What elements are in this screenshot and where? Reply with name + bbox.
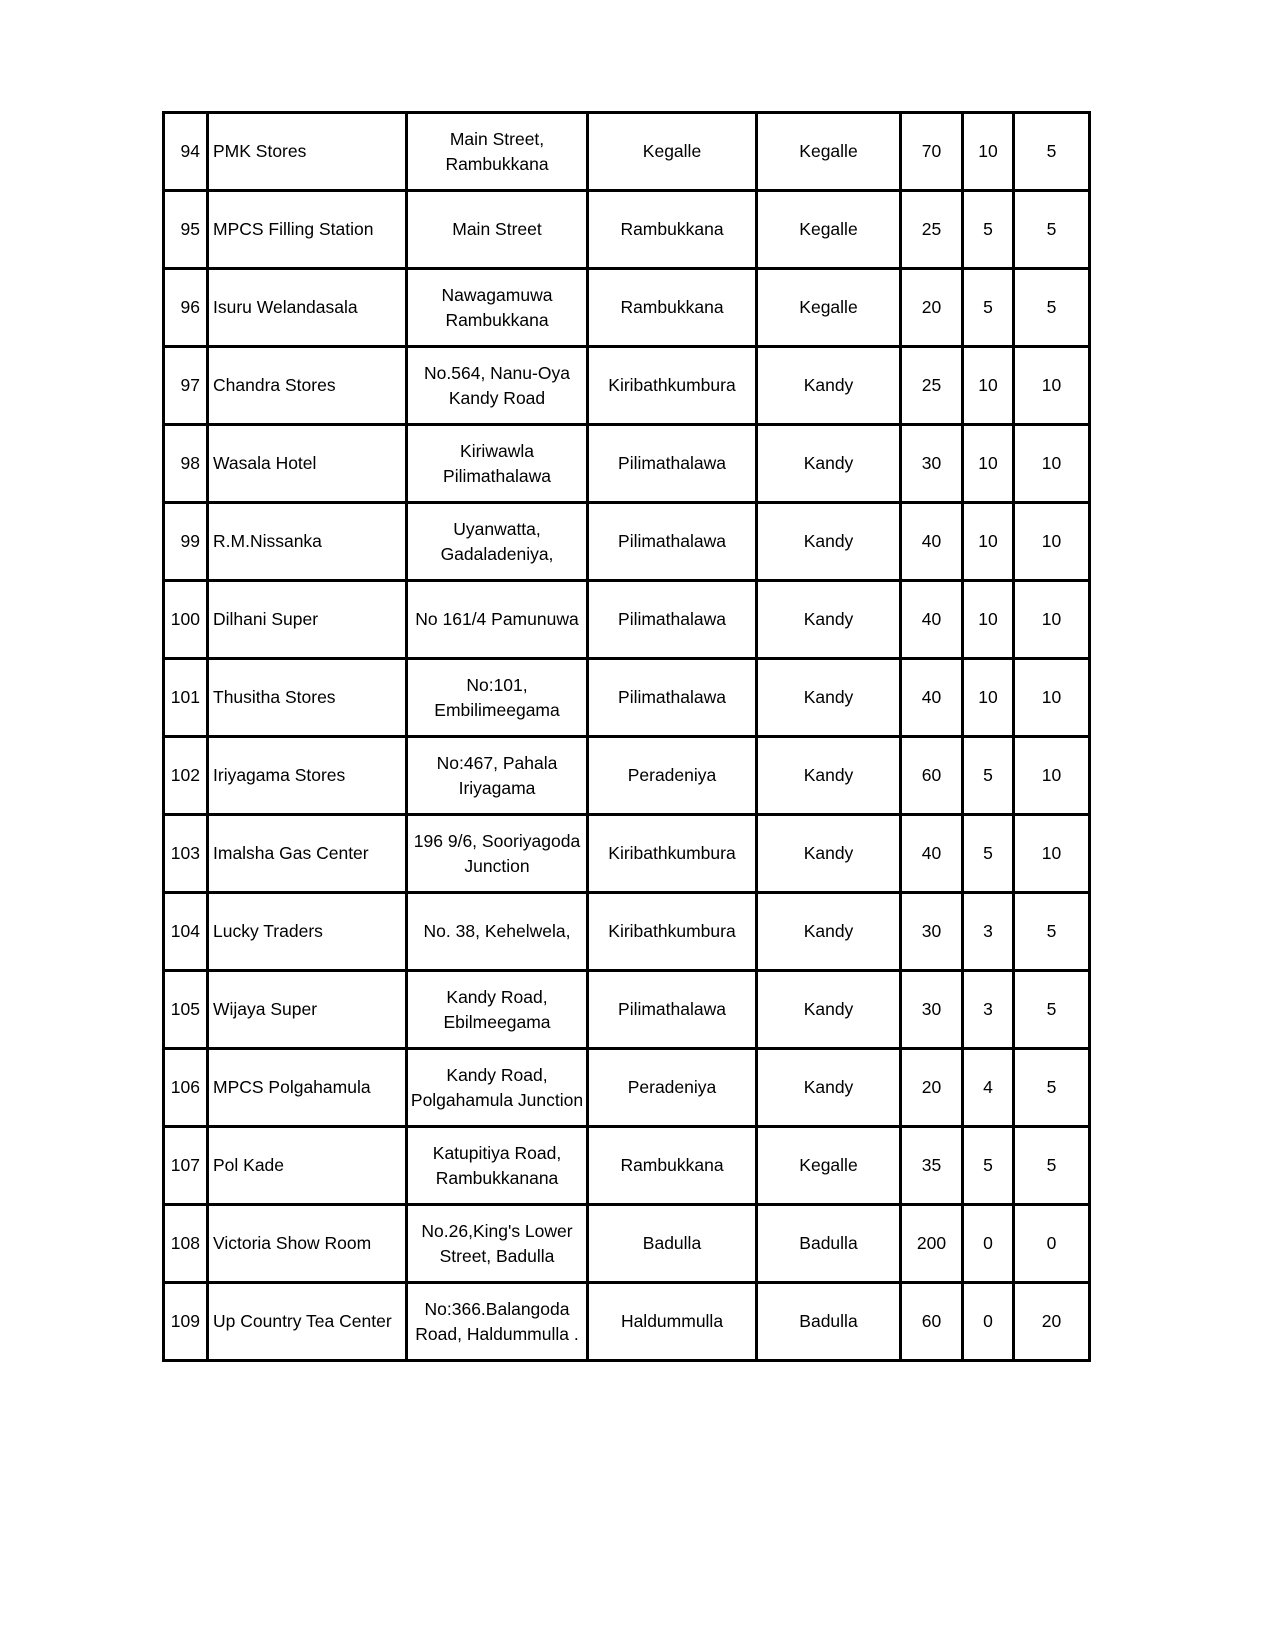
dealer-district: Kandy <box>757 971 901 1049</box>
value-col-3: 5 <box>1014 269 1090 347</box>
value-col-2: 0 <box>963 1205 1014 1283</box>
value-col-3: 5 <box>1014 1127 1090 1205</box>
value-col-1: 30 <box>901 893 963 971</box>
value-col-3: 10 <box>1014 425 1090 503</box>
dealer-city: Pilimathalawa <box>588 425 757 503</box>
value-col-3: 5 <box>1014 893 1090 971</box>
table-row <box>164 269 1090 347</box>
dealer-city: Kiribathkumbura <box>588 893 757 971</box>
table-row <box>164 971 1090 1049</box>
dealer-name: Pol Kade <box>208 1127 407 1205</box>
table-row <box>164 1049 1090 1127</box>
table-row <box>164 191 1090 269</box>
dealer-district: Badulla <box>757 1205 901 1283</box>
dealer-city: Rambukkana <box>588 269 757 347</box>
dealer-city: Pilimathalawa <box>588 581 757 659</box>
value-col-1: 25 <box>901 191 963 269</box>
value-col-2: 3 <box>963 893 1014 971</box>
dealer-address: Katupitiya Road, Rambukkanana <box>407 1127 588 1205</box>
dealer-name: Victoria Show Room <box>208 1205 407 1283</box>
dealer-name: Wijaya Super <box>208 971 407 1049</box>
dealer-address: No.26,King's Lower Street, Badulla <box>407 1205 588 1283</box>
value-col-2: 0 <box>963 1283 1014 1361</box>
value-col-2: 10 <box>963 425 1014 503</box>
dealer-city: Pilimathalawa <box>588 971 757 1049</box>
dealer-district: Badulla <box>757 1283 901 1361</box>
dealer-address: Nawagamuwa Rambukkana <box>407 269 588 347</box>
value-col-2: 5 <box>963 815 1014 893</box>
value-col-1: 30 <box>901 425 963 503</box>
value-col-3: 5 <box>1014 113 1090 191</box>
dealer-address: No:366.Balangoda Road, Haldummulla . <box>407 1283 588 1361</box>
dealer-city: Badulla <box>588 1205 757 1283</box>
row-number: 94 <box>164 113 208 191</box>
table-row <box>164 347 1090 425</box>
dealer-city: Rambukkana <box>588 1127 757 1205</box>
table-row <box>164 815 1090 893</box>
dealer-city: Rambukkana <box>588 191 757 269</box>
dealer-district: Kandy <box>757 1049 901 1127</box>
dealer-district: Kandy <box>757 425 901 503</box>
value-col-3: 5 <box>1014 191 1090 269</box>
dealer-name: R.M.Nissanka <box>208 503 407 581</box>
dealer-address: No:467, Pahala Iriyagama <box>407 737 588 815</box>
dealer-table <box>162 111 1091 1362</box>
dealer-name: Isuru Welandasala <box>208 269 407 347</box>
dealer-address: Main Street <box>407 191 588 269</box>
dealer-name: Chandra Stores <box>208 347 407 425</box>
table-row <box>164 503 1090 581</box>
value-col-1: 30 <box>901 971 963 1049</box>
dealer-address: No:101, Embilimeegama <box>407 659 588 737</box>
dealer-district: Kegalle <box>757 269 901 347</box>
dealer-city: Kiribathkumbura <box>588 347 757 425</box>
dealer-address: No.564, Nanu-Oya Kandy Road <box>407 347 588 425</box>
dealer-name: Wasala Hotel <box>208 425 407 503</box>
value-col-2: 5 <box>963 737 1014 815</box>
value-col-2: 10 <box>963 503 1014 581</box>
row-number: 105 <box>164 971 208 1049</box>
value-col-1: 40 <box>901 815 963 893</box>
dealer-city: Kiribathkumbura <box>588 815 757 893</box>
dealer-district: Kandy <box>757 737 901 815</box>
value-col-2: 10 <box>963 581 1014 659</box>
value-col-1: 200 <box>901 1205 963 1283</box>
dealer-address: Kandy Road, Ebilmeegama <box>407 971 588 1049</box>
dealer-district: Kandy <box>757 815 901 893</box>
value-col-2: 3 <box>963 971 1014 1049</box>
row-number: 109 <box>164 1283 208 1361</box>
dealer-name: Thusitha Stores <box>208 659 407 737</box>
value-col-2: 4 <box>963 1049 1014 1127</box>
value-col-3: 10 <box>1014 815 1090 893</box>
dealer-district: Kegalle <box>757 113 901 191</box>
value-col-3: 5 <box>1014 971 1090 1049</box>
value-col-2: 10 <box>963 659 1014 737</box>
value-col-1: 60 <box>901 1283 963 1361</box>
value-col-1: 20 <box>901 1049 963 1127</box>
dealer-address: 196 9/6, Sooriyagoda Junction <box>407 815 588 893</box>
row-number: 104 <box>164 893 208 971</box>
dealer-name: MPCS Filling Station <box>208 191 407 269</box>
table-row <box>164 1283 1090 1361</box>
dealer-address: Kiriwawla Pilimathalawa <box>407 425 588 503</box>
value-col-3: 10 <box>1014 659 1090 737</box>
value-col-1: 60 <box>901 737 963 815</box>
dealer-name: Lucky Traders <box>208 893 407 971</box>
dealer-address: Uyanwatta, Gadaladeniya, <box>407 503 588 581</box>
table-row <box>164 1127 1090 1205</box>
value-col-3: 10 <box>1014 503 1090 581</box>
value-col-2: 5 <box>963 191 1014 269</box>
value-col-3: 10 <box>1014 737 1090 815</box>
row-number: 106 <box>164 1049 208 1127</box>
dealer-address: Kandy Road, Polgahamula Junction <box>407 1049 588 1127</box>
dealer-district: Kandy <box>757 893 901 971</box>
table-row <box>164 659 1090 737</box>
dealer-name: Iriyagama Stores <box>208 737 407 815</box>
row-number: 97 <box>164 347 208 425</box>
dealer-district: Kegalle <box>757 1127 901 1205</box>
dealer-district: Kandy <box>757 503 901 581</box>
row-number: 103 <box>164 815 208 893</box>
value-col-3: 0 <box>1014 1205 1090 1283</box>
value-col-1: 25 <box>901 347 963 425</box>
table-row <box>164 425 1090 503</box>
table-row <box>164 1205 1090 1283</box>
row-number: 100 <box>164 581 208 659</box>
row-number: 98 <box>164 425 208 503</box>
dealer-city: Pilimathalawa <box>588 659 757 737</box>
row-number: 95 <box>164 191 208 269</box>
table-row <box>164 113 1090 191</box>
value-col-1: 20 <box>901 269 963 347</box>
dealer-address: Main Street, Rambukkana <box>407 113 588 191</box>
dealer-district: Kandy <box>757 581 901 659</box>
value-col-1: 35 <box>901 1127 963 1205</box>
table-row <box>164 893 1090 971</box>
dealer-name: PMK Stores <box>208 113 407 191</box>
dealer-address: No. 38, Kehelwela, <box>407 893 588 971</box>
dealer-name: MPCS Polgahamula <box>208 1049 407 1127</box>
value-col-2: 5 <box>963 269 1014 347</box>
value-col-2: 10 <box>963 113 1014 191</box>
table-row <box>164 581 1090 659</box>
dealer-name: Up Country Tea Center <box>208 1283 407 1361</box>
value-col-3: 5 <box>1014 1049 1090 1127</box>
table-row <box>164 737 1090 815</box>
value-col-1: 40 <box>901 659 963 737</box>
row-number: 99 <box>164 503 208 581</box>
value-col-2: 10 <box>963 347 1014 425</box>
dealer-city: Peradeniya <box>588 1049 757 1127</box>
value-col-3: 10 <box>1014 347 1090 425</box>
dealer-district: Kandy <box>757 659 901 737</box>
dealer-city: Haldummulla <box>588 1283 757 1361</box>
row-number: 96 <box>164 269 208 347</box>
value-col-3: 10 <box>1014 581 1090 659</box>
row-number: 107 <box>164 1127 208 1205</box>
value-col-1: 40 <box>901 503 963 581</box>
dealer-city: Pilimathalawa <box>588 503 757 581</box>
dealer-city: Kegalle <box>588 113 757 191</box>
value-col-2: 5 <box>963 1127 1014 1205</box>
dealer-name: Imalsha Gas Center <box>208 815 407 893</box>
row-number: 101 <box>164 659 208 737</box>
value-col-1: 40 <box>901 581 963 659</box>
row-number: 102 <box>164 737 208 815</box>
dealer-city: Peradeniya <box>588 737 757 815</box>
dealer-name: Dilhani Super <box>208 581 407 659</box>
dealer-district: Kegalle <box>757 191 901 269</box>
dealer-table-body <box>164 113 1090 1361</box>
value-col-3: 20 <box>1014 1283 1090 1361</box>
dealer-address: No 161/4 Pamunuwa <box>407 581 588 659</box>
row-number: 108 <box>164 1205 208 1283</box>
dealer-district: Kandy <box>757 347 901 425</box>
value-col-1: 70 <box>901 113 963 191</box>
